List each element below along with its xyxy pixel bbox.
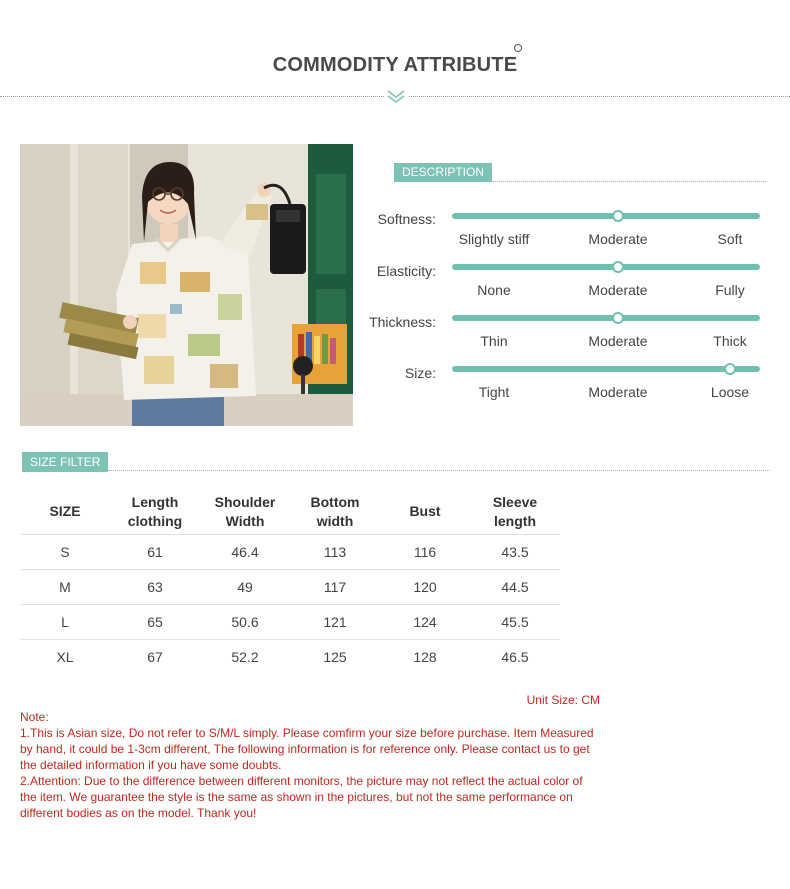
degree-circle-icon xyxy=(514,44,522,52)
table-cell: 61 xyxy=(110,535,200,570)
table-cell: 116 xyxy=(380,535,470,570)
table-cell: 49 xyxy=(200,570,290,605)
attribute-option: None xyxy=(477,282,511,298)
attribute-option: Slightly stiff xyxy=(458,231,530,247)
table-row xyxy=(20,570,560,605)
attribute-option: Soft xyxy=(717,231,743,247)
attribute-level-knob xyxy=(612,210,624,222)
table-cell: 117 xyxy=(290,570,380,605)
column-header-length: Length clothing xyxy=(110,489,200,535)
table-cell: 113 xyxy=(290,535,380,570)
column-header-size: SIZE xyxy=(20,489,110,535)
attribute-track xyxy=(452,315,760,321)
attribute-track xyxy=(452,264,760,270)
attribute-option: Moderate xyxy=(588,384,648,400)
table-cell: 52.2 xyxy=(231,649,259,665)
table-cell: 120 xyxy=(380,570,470,605)
attribute-level-knob xyxy=(612,261,624,273)
note-line-2: 2.Attention: Due to the difference between different monitors, the picture may not reflect the actual color of the item. We guarantee the style is the same as shown in the pictures, but not the same performance on different bodies as on the model. Thank you! xyxy=(20,774,583,820)
attribute-label: Softness: xyxy=(377,211,436,227)
size-table xyxy=(20,489,560,674)
table-row xyxy=(20,640,560,675)
table-row xyxy=(20,535,560,570)
table-row xyxy=(20,605,560,640)
attribute-option: Moderate xyxy=(588,282,648,298)
note-title: Note: xyxy=(20,710,49,724)
table-cell: 63 xyxy=(110,570,200,605)
table-cell: M xyxy=(20,570,110,605)
attribute-option: Moderate xyxy=(588,231,648,247)
attribute-option: Fully xyxy=(715,282,745,298)
table-cell: 128 xyxy=(413,649,437,665)
attribute-option: Loose xyxy=(710,384,750,400)
table-header-row xyxy=(20,489,560,535)
attribute-track xyxy=(452,213,760,219)
attribute-track xyxy=(452,366,760,372)
table-cell: 44.5 xyxy=(470,570,560,605)
column-header-shoulder: Shoulder Width xyxy=(200,489,290,535)
table-cell: 124 xyxy=(380,605,470,640)
description-tag: DESCRIPTION xyxy=(394,163,492,182)
size-note xyxy=(20,709,602,821)
attribute-option: Thick xyxy=(713,333,747,349)
attribute-label: Elasticity: xyxy=(376,263,436,279)
attribute-label: Thickness: xyxy=(369,314,436,330)
attribute-option: Moderate xyxy=(588,333,648,349)
size-filter-tag: SIZE FILTER xyxy=(22,452,108,472)
attribute-level-knob xyxy=(612,312,624,324)
page-title: COMMODITY ATTRIBUTE xyxy=(272,54,518,76)
column-header-sleeve: Sleeve length xyxy=(470,489,560,535)
table-cell: XL xyxy=(56,649,74,665)
double-chevron-down-icon xyxy=(384,88,408,104)
table-cell: 121 xyxy=(290,605,380,640)
unit-size-label: Unit Size: CM xyxy=(526,693,600,707)
column-header-bust: Bust xyxy=(380,489,470,535)
table-cell: 50.6 xyxy=(200,605,290,640)
description-divider xyxy=(492,181,766,182)
table-cell: 125 xyxy=(323,649,347,665)
table-cell: S xyxy=(20,535,110,570)
attribute-option: Thin xyxy=(480,333,508,349)
table-cell: 45.5 xyxy=(470,605,560,640)
table-cell: L xyxy=(20,605,110,640)
product-photo xyxy=(20,144,353,426)
size-filter-divider xyxy=(108,470,770,471)
note-line-1: 1.This is Asian size, Do not refer to S/M/L simply. Please comfirm your size before purchase. Item Measured by hand, it could be 1-3cm different, The following information is for reference only. Please contact us to get the detailed information if you have some doubts. xyxy=(20,726,594,772)
table-cell: 46.5 xyxy=(501,649,529,665)
table-cell: 46.4 xyxy=(200,535,290,570)
attribute-level-knob xyxy=(724,363,736,375)
table-cell: 65 xyxy=(110,605,200,640)
table-cell: 67 xyxy=(147,649,163,665)
table-cell: 43.5 xyxy=(470,535,560,570)
column-header-bottom: Bottom width xyxy=(290,489,380,535)
attribute-label: Size: xyxy=(404,365,436,381)
attribute-option: Tight xyxy=(478,384,510,400)
